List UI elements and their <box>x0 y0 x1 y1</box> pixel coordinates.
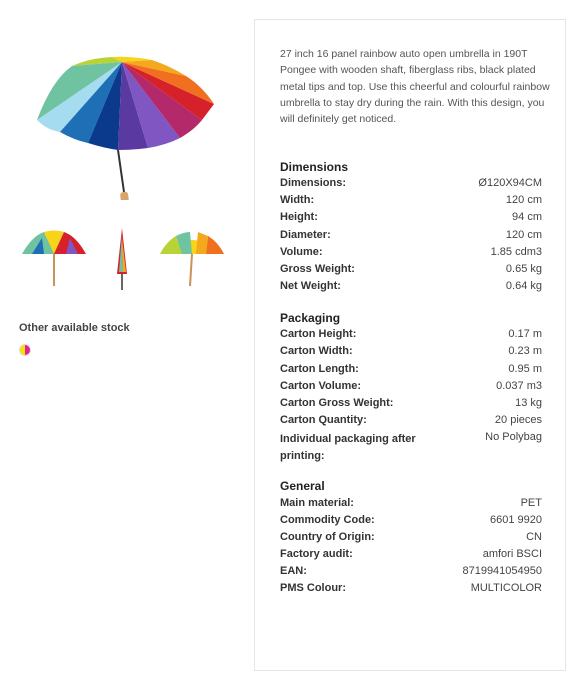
spec-label: Height: <box>280 211 318 223</box>
product-details-panel <box>254 19 566 671</box>
spec-value: 8719941054950 <box>462 565 542 577</box>
spec-value: 0.037 m3 <box>496 380 542 392</box>
thumbnail-side-umbrella[interactable] <box>156 224 228 294</box>
spec-label: Carton Volume: <box>280 380 362 392</box>
spec-value: 0.65 kg <box>505 263 542 275</box>
spec-row <box>280 548 542 565</box>
spec-value: 20 pieces <box>494 414 542 426</box>
spec-row <box>280 582 542 599</box>
spec-label: Volume: <box>280 246 323 258</box>
spec-row <box>280 380 542 397</box>
dimensions-title: Dimensions <box>280 160 349 174</box>
spec-label: EAN: <box>280 565 307 577</box>
spec-value: 0.64 kg <box>505 280 542 292</box>
spec-label: Carton Width: <box>280 345 353 357</box>
spec-label: Width: <box>280 194 315 206</box>
product-gallery <box>0 0 250 688</box>
spec-value: 0.95 m <box>508 363 542 375</box>
spec-value: MULTICOLOR <box>470 582 542 594</box>
spec-row <box>280 497 542 514</box>
spec-row <box>280 280 542 297</box>
spec-label: Carton Height: <box>280 328 357 340</box>
spec-row <box>280 211 542 228</box>
general-title: General <box>280 479 325 493</box>
spec-row <box>280 363 542 380</box>
spec-label: PMS Colour: <box>280 582 346 594</box>
spec-value: No Polybag <box>485 431 542 443</box>
spec-label: Net Weight: <box>280 280 341 292</box>
spec-row <box>280 397 542 414</box>
spec-label: Carton Length: <box>280 363 359 375</box>
spec-label: Individual packaging after printing: <box>280 433 416 462</box>
spec-row <box>280 229 542 246</box>
spec-value: 120 cm <box>505 194 542 206</box>
spec-row <box>280 263 542 280</box>
spec-label: Carton Gross Weight: <box>280 397 394 409</box>
spec-label: Gross Weight: <box>280 263 355 275</box>
spec-value: 1.85 cdm3 <box>490 246 542 258</box>
spec-value: Ø120X94CM <box>478 177 542 189</box>
spec-row <box>280 514 542 531</box>
spec-value: 0.17 m <box>508 328 542 340</box>
spec-label: Factory audit: <box>280 548 353 560</box>
spec-value: 13 kg <box>515 397 542 409</box>
spec-row <box>280 531 542 548</box>
spec-label: Country of Origin: <box>280 531 375 543</box>
spec-row <box>280 431 542 465</box>
thumbnail-open-umbrella[interactable] <box>18 224 90 294</box>
spec-label: Main material: <box>280 497 354 509</box>
spec-label: Diameter: <box>280 229 331 241</box>
spec-row <box>280 328 542 345</box>
spec-row <box>280 565 542 582</box>
packaging-title: Packaging <box>280 311 341 325</box>
spec-value: 0.23 m <box>508 345 542 357</box>
spec-label: Carton Quantity: <box>280 414 367 426</box>
spec-value: CN <box>526 531 542 543</box>
spec-row <box>280 246 542 263</box>
spec-label: Dimensions: <box>280 177 347 189</box>
spec-row <box>280 345 542 362</box>
thumbnail-closed-umbrella[interactable] <box>86 224 158 294</box>
spec-row <box>280 194 542 211</box>
spec-value: PET <box>520 497 542 509</box>
stock-color-swatch[interactable] <box>19 344 31 356</box>
spec-row <box>280 177 542 194</box>
other-stock-title: Other available stock <box>19 322 130 334</box>
spec-label: Commodity Code: <box>280 514 375 526</box>
spec-value: 120 cm <box>505 229 542 241</box>
spec-value: 94 cm <box>512 211 542 223</box>
spec-value: 6601 9920 <box>490 514 542 526</box>
product-main-image[interactable] <box>22 40 222 200</box>
spec-row <box>280 414 542 431</box>
spec-value: amfori BSCI <box>482 548 542 560</box>
product-description: 27 inch 16 panel rainbow auto open umbrella in 190T Pongee with wooden shaft, fiberglass ribs, black plated metal tips and top. Use this cheerful and colourful rainbow umbrella to stay dry during the rain. With this design, you will definitely get noticed. <box>280 48 550 126</box>
